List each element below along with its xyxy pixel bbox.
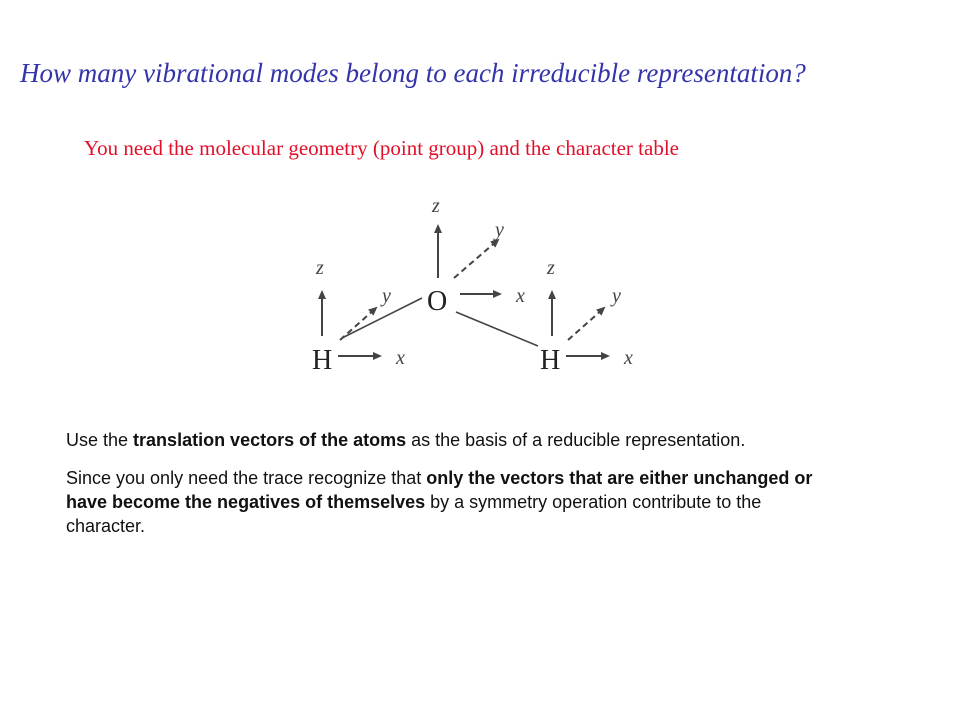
oxygen-atom-label: O [427, 286, 448, 317]
oxygen-z-label: z [432, 195, 440, 217]
paragraph-trace [66, 466, 826, 538]
body-text [66, 428, 826, 552]
oxygen-y-vector [454, 240, 498, 278]
paragraph-trace-start: Since you only need the trace recognize that [66, 468, 427, 488]
hydrogen-left-z-label: z [316, 257, 324, 279]
water-molecule-diagram [290, 188, 660, 388]
hydrogen-left-y-label: y [382, 285, 391, 307]
hydrogen-left-x-label: x [396, 347, 405, 369]
slide-title: How many vibrational modes belong to each irreducible representation? [20, 58, 806, 88]
oxygen-x-label: x [516, 285, 525, 307]
hydrogen-left-label: H [312, 345, 333, 376]
paragraph-basis-start: Use the [66, 430, 134, 450]
paragraph-trace-emphasis: only the vectors that are either unchanged or have become the negatives of themselves [66, 468, 813, 512]
paragraph-trace-end: by a symmetry operation contribute to the character. [66, 492, 762, 536]
paragraph-basis-emphasis: translation vectors of the atoms [133, 430, 407, 450]
bond-right [456, 312, 538, 346]
hydrogen-right-z-label: z [547, 257, 555, 279]
paragraph-basis-end: as the basis of a reducible representation. [406, 430, 746, 450]
oxygen-y-label: y [495, 219, 504, 241]
hydrogen-right-x-label: x [624, 347, 633, 369]
slide-subtitle: You need the molecular geometry (point group) and the character table [84, 136, 679, 160]
hydrogen-right-y-label: y [612, 285, 621, 307]
paragraph-basis [66, 428, 826, 452]
hydrogen-right-y-vector [568, 308, 604, 340]
hydrogen-right-label: H [540, 345, 561, 376]
